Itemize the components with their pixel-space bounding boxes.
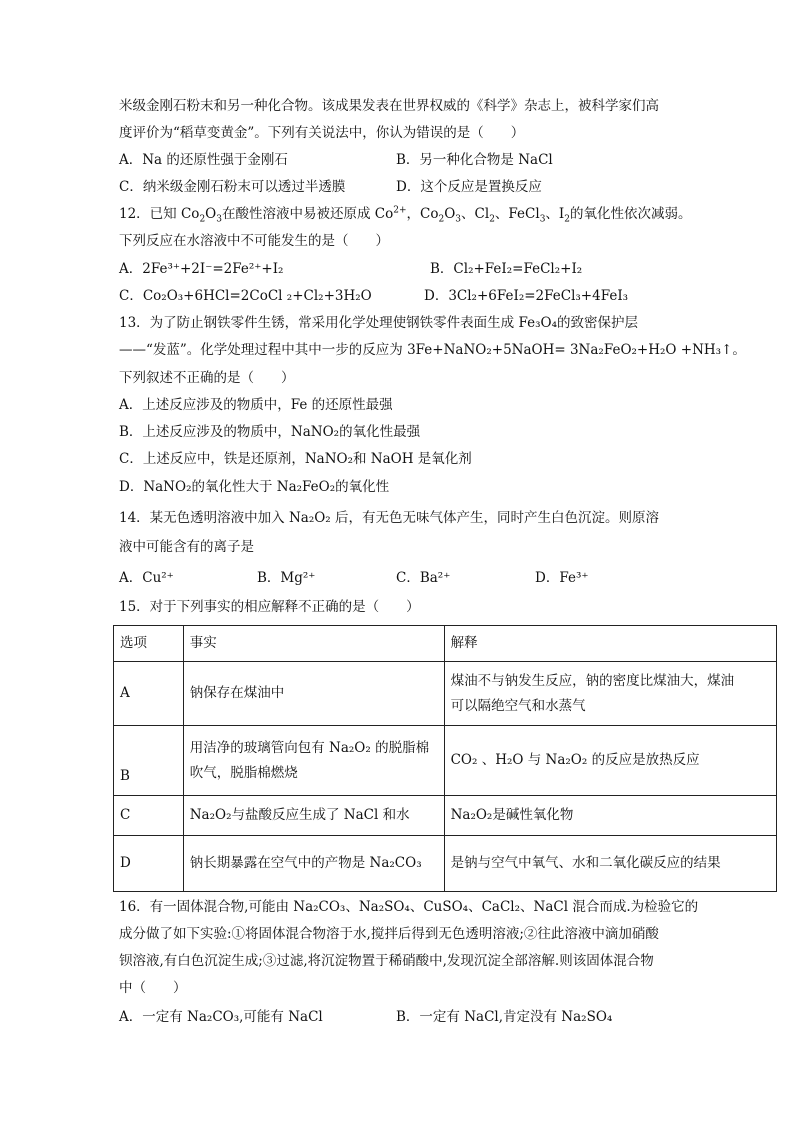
q12-stem-line1: 12．已知 $Co_2O_3$在酸性溶液中易被还原成 $Co^{2+}$，$Co_2O_3$、$Cl_2$、FeCl$_3$、$I_2$的氧化性依次减弱。 — [119, 205, 692, 225]
q13-stem-line1: 13．为了防止钢铁零件生锈，常采用化学处理使钢铁零件表面生成 Fe₃O₄的致密保护层 — [119, 315, 638, 331]
row-b-fact — [183, 726, 444, 796]
q14-option-a: A．Cu²⁺ — [119, 570, 174, 586]
q12-option-b: B．Cl₂+FeI₂=FeCl₂+I₂ — [430, 261, 583, 277]
row-b-explanation: CO₂ 、H₂O 与 Na₂O₂ 的反应是放热反应 — [444, 726, 776, 796]
q12-option-c: C．Co₂O₃+6HCl=2CoCl ₂+Cl₂+3H₂O — [119, 288, 372, 304]
q15-table — [113, 625, 777, 892]
q13-option-a: A．上述反应涉及的物质中，Fe 的还原性最强 — [119, 397, 393, 413]
row-d-explanation: 是钠与空气中氧气、水和二氧化碳反应的结果 — [444, 836, 776, 892]
row-a-exp-line1: 煤油不与钠发生反应，钠的密度比煤油大，煤油 — [450, 672, 735, 689]
q14-stem-line1: 14．某无色透明溶液中加入 Na₂O₂ 后，有无色无味气体产生，同时产生白色沉淀。则原溶 — [119, 510, 660, 526]
row-a-fact: 钠保存在煤油中 — [183, 662, 444, 726]
q12-text-f: 、I — [545, 206, 565, 222]
row-b-fact-line1: 用洁净的玻璃管向包有 Na₂O₂ 的脱脂棉 — [189, 739, 430, 756]
header-option: 选项 — [114, 626, 184, 662]
q13-option-d: D．NaNO₂的氧化性大于 Na₂FeO₂的氧化性 — [119, 479, 390, 495]
row-d-fact: 钠长期暴露在空气中的产物是 Na₂CO₃ — [183, 836, 444, 892]
q16-option-b: B．一定有 NaCl,肯定没有 Na₂SO₄ — [396, 1009, 613, 1025]
table-row — [114, 836, 777, 892]
row-c-fact: Na₂O₂与盐酸反应生成了 NaCl 和水 — [183, 796, 444, 836]
q11-option-d: D．这个反应是置换反应 — [396, 179, 542, 195]
row-d-option: D — [114, 836, 184, 892]
q12-text-e: 、FeCl — [494, 206, 540, 222]
row-a-exp-line2: 可以隔绝空气和水蒸气 — [450, 697, 586, 714]
q13-option-b: B．上述反应涉及的物质中，NaNO₂的氧化性最强 — [119, 424, 421, 440]
row-c-option: C — [114, 796, 184, 836]
header-fact: 事实 — [183, 626, 444, 662]
q16-stem-line1: 16．有一固体混合物,可能由 Na₂CO₃、Na₂SO₄、CuSO₄、CaCl₂、NaCl 混合而成.为检验它的 — [119, 899, 699, 915]
q13-option-c: C．上述反应中，铁是还原剂，NaNO₂和 NaOH 是氧化剂 — [119, 451, 472, 467]
q11-option-b: B．另一种化合物是 NaCl — [396, 152, 553, 168]
q12-text-b: 在酸性溶液中易被还原成 Co — [221, 206, 394, 222]
q13-stem-line2: ——“发蓝”。化学处理过程中其中一步的反应为 3Fe+NaNO₂+5NaOH= 3Na₂FeO₂+H₂O +NH₃↑。 — [119, 342, 746, 358]
q11-stem-line2: 度评价为“稻草变黄金”。下列有关说法中，你认为错误的是（ ） — [119, 125, 525, 141]
row-a-explanation — [444, 662, 776, 726]
q14-option-c: C．Ba²⁺ — [396, 570, 451, 586]
q16-stem-line2: 成分做了如下实验:①将固体混合物溶于水,搅拌后得到无色透明溶液;②往此溶液中滴加硝酸 — [119, 926, 659, 942]
q12-text-d: 、Cl — [461, 206, 490, 222]
q14-stem-line2: 液中可能含有的离子是 — [119, 539, 254, 555]
row-b-fact-line2: 吹气，脱脂棉燃烧 — [189, 764, 298, 781]
q13-stem-line3: 下列叙述不正确的是（ ） — [119, 370, 295, 386]
q11-option-a: A．Na 的还原性强于金刚石 — [119, 152, 288, 168]
q14-option-d: D．Fe³⁺ — [535, 570, 589, 586]
q15-stem: 15．对于下列事实的相应解释不正确的是（ ） — [119, 599, 420, 615]
q14-option-b: B．Mg²⁺ — [257, 570, 316, 586]
row-a-option: A — [114, 662, 184, 726]
q12-option-d: D．3Cl₂+6FeI₂=2FeCl₃+4FeI₃ — [424, 288, 629, 304]
q11-stem-line1: 米级金刚石粉末和另一种化合物。该成果发表在世界权威的《科学》杂志上，被科学家们高 — [119, 98, 659, 114]
q12-text-g: 的氧化性依次减弱。 — [570, 206, 692, 222]
table-header-row — [114, 626, 777, 662]
q12-text-a: 12．已知 Co — [119, 206, 200, 222]
row-c-explanation: Na₂O₂是碱性氧化物 — [444, 796, 776, 836]
table-row — [114, 796, 777, 836]
q16-stem-line4: 中（ ） — [119, 980, 187, 996]
q12-stem-line2: 下列反应在水溶液中不可能发生的是（ ） — [119, 233, 389, 249]
q12-text-c: ，Co — [406, 206, 439, 222]
header-explanation: 解释 — [444, 626, 776, 662]
q11-option-c: C．纳米级金刚石粉末可以透过半透膜 — [119, 179, 346, 195]
q16-option-a: A．一定有 Na₂CO₃,可能有 NaCl — [119, 1009, 323, 1025]
table-row — [114, 726, 777, 796]
q16-stem-line3: 钡溶液,有白色沉淀生成;③过滤,将沉淀物置于稀硝酸中,发现沉淀全部溶解.则该固体混合物 — [119, 953, 654, 969]
row-b-option: B — [114, 726, 184, 796]
table-row — [114, 662, 777, 726]
q12-option-a: A．2Fe³⁺+2I⁻=2Fe²⁺+I₂ — [119, 261, 284, 277]
